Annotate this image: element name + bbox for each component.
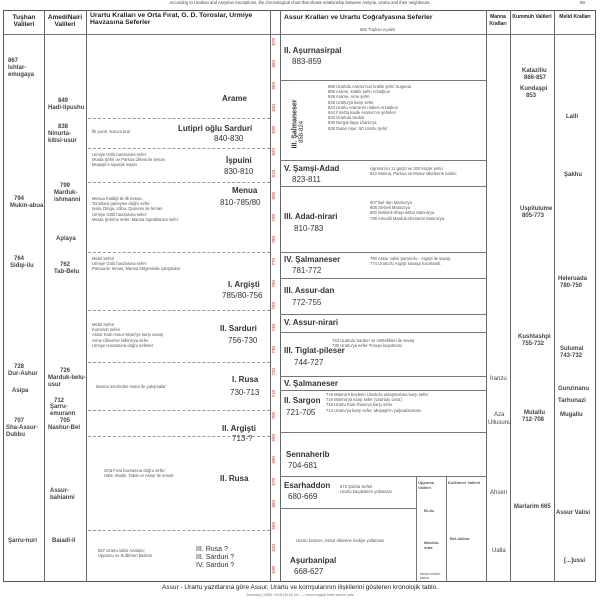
year-tick-label: 630 bbox=[271, 566, 276, 574]
year-tick-label: 640 bbox=[271, 544, 276, 552]
assur-king-name: IV. Şalmaneser bbox=[284, 255, 341, 264]
melid-name: Lalli bbox=[566, 114, 579, 120]
urartu-note: Menua Kralliği ile ilk temas, Toroslara güneyine doğru sefer: Isala, Diriga, Ulibu, Qumenu ile temas Urmiye Gölü havzasına sefer: Mesta Şehrine sefer, Manna topraklarına sefer bbox=[92, 196, 179, 222]
year-tick-label: 850 bbox=[271, 82, 276, 90]
manna-king: Ullusunu bbox=[488, 420, 512, 426]
amedi-name: Marduk-ishmanni bbox=[54, 190, 81, 203]
urartu-king-date: 830-810 bbox=[224, 167, 254, 176]
header-assur: Assur Kralları ve Urartu Coğrafyasına Seferler bbox=[284, 14, 433, 21]
urartu-note: Orta Fırat havzasına doğru sefer: Hate, Muşki, Tabal ve Assur ile temas bbox=[104, 468, 174, 479]
assur-king-date: 823-811 bbox=[292, 175, 321, 184]
melid-name: Şakhu bbox=[564, 172, 583, 178]
urartu-king-name: I. Argişti bbox=[228, 280, 260, 289]
urartu-king-name: II. Argişti bbox=[222, 424, 256, 433]
tushan-year: 867 bbox=[8, 58, 19, 64]
urartu-note: İlk yazılı, kurucu kral bbox=[92, 129, 130, 134]
assur-king-date: 772-755 bbox=[292, 298, 322, 307]
tushan-year: 764 bbox=[14, 256, 25, 262]
year-tick-label: 730 bbox=[271, 346, 276, 354]
row-separator bbox=[280, 432, 486, 433]
urartu-king-name: Menua bbox=[232, 186, 258, 195]
assur-king-name: Esarhaddon bbox=[284, 481, 331, 490]
assur-king-name: III. Şalmaneser bbox=[291, 99, 299, 149]
row-separator bbox=[280, 80, 486, 81]
amedi-name: Şarru-emurann bbox=[50, 404, 76, 417]
assur-note: 882 Tuşhan eyaleti bbox=[360, 27, 396, 32]
uppumu-header: Uppumu Valileri bbox=[418, 480, 435, 490]
row-separator bbox=[88, 252, 270, 253]
amedi-year: 712 bbox=[54, 398, 65, 404]
assur-king-name: Sennaherib bbox=[286, 450, 330, 459]
amedi-year: 705 bbox=[60, 418, 71, 424]
assur-note: 807 Bel-dan Manna'ya 806 Sil-beli Manna'ya 800 Nisibinli Shep-ishtar Manna'ya 799 Amedili Marduk-ishmanni Manna'ya bbox=[370, 200, 445, 221]
year-tick-label: 780 bbox=[271, 236, 276, 244]
assur-note: 673 Şubria Seferi Urartu kaçaklarını yollaması bbox=[340, 484, 392, 495]
amedi-name: Tab-Belu bbox=[54, 269, 80, 275]
tushan-name: Sha-Assur-Dubbu bbox=[6, 425, 39, 438]
urartu-king-date: 730-713 bbox=[230, 388, 260, 397]
col-divider bbox=[44, 10, 45, 582]
assur-king-date: 781-772 bbox=[292, 266, 322, 275]
kummuh-name: Marlarim 665 bbox=[514, 504, 551, 510]
urartu-king-name: Lutipri oğlu Sarduri bbox=[178, 124, 253, 133]
urartu-king-name: I. Rusa bbox=[232, 375, 259, 384]
uppumu-bottom: Assur-mukin-palua bbox=[420, 572, 442, 580]
amedi-year: 762 bbox=[60, 262, 71, 268]
year-tick-label: 690 bbox=[271, 434, 276, 442]
kulliimeri-item: Bel-iddina bbox=[450, 536, 470, 541]
year-tick-label: 860 bbox=[271, 60, 276, 68]
amedi-name: Marduk-belu-usur bbox=[48, 375, 86, 388]
urartu-king-date: 785/80-756 bbox=[222, 291, 263, 300]
year-tick-label: 830 bbox=[271, 126, 276, 134]
row-separator bbox=[280, 252, 486, 253]
year-tick-label: 700 bbox=[271, 412, 276, 420]
subcol-divider bbox=[446, 476, 447, 582]
assur-king-name: III. Tiglat-pileser bbox=[284, 346, 345, 355]
top-caption: According to Urartian and Assyrian inscriptions, the chronological chart that shows relationship between Assyria, Urartu and their neighbours. bbox=[169, 0, 431, 5]
row-separator bbox=[280, 314, 486, 315]
row-separator bbox=[88, 410, 270, 411]
year-tick-label: 760 bbox=[271, 280, 276, 288]
row-separator bbox=[88, 182, 270, 183]
manna-king: Ahseri bbox=[490, 490, 508, 496]
uppumu-item: Marduk-erba bbox=[424, 540, 440, 550]
tushan-year: 728 bbox=[14, 364, 25, 370]
row-separator bbox=[280, 160, 486, 161]
assur-king-name: II. Aşurnasirpal bbox=[284, 46, 342, 55]
urartu-king-date: 840-830 bbox=[214, 134, 244, 143]
assur-note: Ugnina'nın 11 güçlü ve 200 küçük şehri 810 Manna, Parsua ve Musur ülkelerine saldırı bbox=[370, 166, 457, 177]
row-separator bbox=[280, 332, 486, 333]
urartu-king-date: 756-730 bbox=[228, 336, 258, 345]
melid-name: Mugallu bbox=[560, 412, 583, 418]
assur-king-date: 858-824 bbox=[299, 120, 305, 143]
urartu-king-name: II. Sarduri bbox=[220, 324, 257, 333]
amedi-year: 726 bbox=[60, 368, 71, 374]
year-tick-label: 670 bbox=[271, 478, 276, 486]
year-tick-label: 770 bbox=[271, 258, 276, 266]
row-separator bbox=[88, 310, 270, 311]
header-urartu: Urartu Kralları ve Orta Fırat, G. D. Toroslar, Urmiye Havzasına Seferler bbox=[90, 12, 253, 26]
urartu-king-name: İşpuini bbox=[226, 156, 252, 165]
kulliimeri-header: Kulliimeri Valileri bbox=[448, 480, 481, 485]
kummuh-date: 755-732 bbox=[522, 341, 545, 347]
kummuh-date: 805-773 bbox=[522, 213, 545, 219]
row-separator bbox=[88, 530, 270, 531]
assur-king-name: V. Şamşi-Adad bbox=[284, 164, 340, 173]
row-separator bbox=[280, 278, 486, 279]
assur-note: 719 Manna'lı beylerin Urartu'la anlaşmasına karşı sefer 716 Manna'ya karşı sefer (Urartulu Ursa) 715 Urartu Kralı Rusa'ya karşı sefer 714 Urartu'ya karşı sefer, Muşaşir'in yağmalanması bbox=[326, 392, 429, 413]
row-separator bbox=[280, 390, 486, 391]
year-tick-label: 810 bbox=[271, 170, 276, 178]
row-separator bbox=[88, 362, 270, 363]
manna-king: Ualla bbox=[492, 548, 506, 554]
row-separator bbox=[280, 186, 486, 187]
amedi-year: 838 bbox=[58, 124, 69, 130]
amedi-name: Ninurta-kibsi-usur bbox=[48, 131, 77, 144]
kummuh-name: Kushtashpi bbox=[518, 334, 551, 340]
header-kummuh: Kummuh Valileri bbox=[512, 14, 552, 20]
tushan-name: Sidqi-ilu bbox=[10, 263, 34, 269]
kummuh-name: Kundaşpi bbox=[520, 86, 548, 92]
assur-king-name: III. Assur-dan bbox=[284, 286, 335, 295]
header-melid: Melid Kralları bbox=[559, 14, 591, 20]
year-tick-label: 660 bbox=[271, 500, 276, 508]
col-divider bbox=[270, 10, 271, 582]
assur-king-name: III. Adad-nirari bbox=[284, 212, 338, 221]
kummuh-date: 853 bbox=[526, 93, 537, 99]
amedi-name: Aplaya bbox=[56, 236, 76, 242]
tushan-name: Dur-Ashur bbox=[8, 371, 38, 377]
urartu-king-date: 810-785/80 bbox=[220, 198, 261, 207]
melid-date: 743-732 bbox=[560, 353, 583, 359]
tushan-name: Şarru-nuri bbox=[8, 538, 38, 544]
melid-name: Tarhunazi bbox=[558, 398, 586, 404]
year-tick-label: 870 bbox=[271, 38, 276, 46]
assur-king-name: Aşurbanipal bbox=[290, 556, 337, 565]
col-divider bbox=[280, 10, 281, 582]
bottom-caption: Assur - Urartu yazıtlarına göre Assur, Urartu ve komşularının ilişkilerini gösteren kronolojik tablo. bbox=[162, 584, 438, 591]
row-separator bbox=[88, 148, 270, 149]
header-amedi: AmediNairi Valileri bbox=[47, 14, 83, 28]
amedi-name: Nashur-Bel bbox=[48, 425, 81, 431]
melid-date: 780-750 bbox=[560, 283, 583, 289]
urartu-king-name: Arame bbox=[222, 94, 247, 103]
melid-name: Heleruada bbox=[558, 276, 588, 282]
urartu-note: Melid Seferi Urmiye Gölü havzasına sefer: Parsua ile temas, Manna bölgesinde çatışmalar bbox=[92, 256, 181, 272]
assur-king-date: 668-627 bbox=[294, 567, 324, 576]
amedi-name: Hadi-lipushu bbox=[48, 105, 85, 111]
col-divider bbox=[554, 10, 555, 582]
assur-king-date: 744-727 bbox=[294, 358, 324, 367]
page-number: 80 bbox=[580, 0, 586, 5]
tushan-name: Mukin-abua bbox=[10, 203, 44, 209]
amedi-name: Assur-bahianni bbox=[50, 488, 75, 501]
year-tick-label: 720 bbox=[271, 368, 276, 376]
year-tick-label: 740 bbox=[271, 324, 276, 332]
assur-king-date: 704-681 bbox=[288, 461, 318, 470]
urartu-king-date: 713-? bbox=[232, 434, 253, 443]
header-tushan: Tuşhan Valileri bbox=[12, 14, 36, 28]
year-tick-label: 820 bbox=[271, 148, 276, 156]
tushan-year: 794 bbox=[14, 196, 25, 202]
tushan-name: Ishtar-emugaya bbox=[8, 65, 35, 78]
melid-name: Assur Valisi bbox=[556, 510, 591, 516]
year-tick-label: 840 bbox=[271, 104, 276, 112]
year-tick-label: 750 bbox=[271, 302, 276, 310]
year-tick-label: 800 bbox=[271, 192, 276, 200]
amedi-name: Baiadi-il bbox=[52, 538, 76, 544]
assur-king-name: V. Assur-nirari bbox=[284, 318, 339, 327]
assur-note: 780 Assur valisi Şamsi-ilu - Argişti ile savaş. 774 Urartu'lu Argişti savaşa hazırlandı. bbox=[370, 256, 452, 267]
row-separator bbox=[280, 508, 416, 509]
subcol-frame bbox=[416, 476, 487, 582]
header-line bbox=[3, 34, 596, 35]
assur-note: 858 Urartulu Aramu'nun krallık şehri Sugunia 856 Arame, krallık şehri Arzaşkun 849 Arame, Arne şehri 848 Urartu'ya karşı sefer 844 Urartu Arame'nın kalesi Arzaşkun 844 Fırat'ta kaide Arame'nın şehirleri 832 Urartulu Seduri 830 Nergal-ilaya Urartu'ya 828 Dalan Aşur: 50 Urartu Şehri bbox=[328, 84, 411, 131]
urartu-note: Urmiye Gölü havzasına sefer: Musta Şehri ve Parsua Ülkesi ile temas Muşaşir'e tapınak inşası bbox=[92, 152, 165, 168]
manna-king: İranzu bbox=[490, 376, 507, 382]
assur-note: Urartu kralının, Assur ülkesine hediye yollaması bbox=[296, 538, 385, 543]
melid-name: [...]ussi bbox=[564, 558, 586, 564]
assur-king-name: II. Sargon bbox=[284, 396, 321, 405]
assur-king-date: 810-783 bbox=[294, 224, 324, 233]
urartu-late-kings: III. Rusa ? III. Sarduri ? IV. Sarduri ? bbox=[196, 546, 235, 569]
urartu-note: 657 Urartu valisi Andaria: Uppumu ve Kulliimeri baskını bbox=[98, 548, 153, 559]
assur-king-date: 721-705 bbox=[286, 408, 316, 417]
header-manna: Manna Kralları bbox=[489, 14, 507, 27]
col-divider bbox=[86, 10, 87, 582]
bottom-subcaption: Zimansky (1985) / Kroll (2012) etc. — chronological table source note bbox=[246, 593, 354, 597]
kummuh-name: Uspilulume bbox=[520, 206, 553, 212]
col-divider bbox=[510, 10, 511, 582]
urartu-note: Manna üzerinden Assur ile çatışmalar bbox=[96, 384, 166, 389]
melid-name: Gunzinanu bbox=[558, 386, 589, 392]
kummuh-name: Mutallu bbox=[524, 410, 545, 416]
urartu-king-name: II. Rusa bbox=[220, 474, 249, 483]
year-tick-label: 710 bbox=[271, 390, 276, 398]
manna-king: Aza bbox=[494, 412, 505, 418]
year-tick-label: 680 bbox=[271, 456, 276, 464]
melid-name: Sulumal bbox=[560, 346, 584, 352]
assur-king-name: V. Şalmaneser bbox=[284, 379, 338, 388]
assur-king-date: 883-859 bbox=[292, 57, 322, 66]
tushan-name: Asipa bbox=[12, 388, 29, 394]
amedi-year: 799 bbox=[60, 183, 71, 189]
kummuh-name: Kataziliu bbox=[522, 68, 547, 74]
amedi-year: 849 bbox=[58, 98, 69, 104]
uppumu-item: Bi-ilu bbox=[424, 508, 434, 513]
assur-king-date: 680-669 bbox=[288, 492, 318, 501]
kummuh-date: 866-857 bbox=[524, 75, 547, 81]
urartu-note: Melid Seferi Kummuh seferi Assur Kralı Assur-Nirari'ye karşı savaş Arme Ülkesi've Nihiria'ya sefer Urmiye Havzasına doğru seferler bbox=[92, 322, 164, 348]
tushan-year: 707 bbox=[14, 418, 25, 424]
year-tick-label: 650 bbox=[271, 522, 276, 530]
row-separator bbox=[88, 118, 270, 119]
row-separator bbox=[280, 376, 486, 377]
year-tick-label: 790 bbox=[271, 214, 276, 222]
kummuh-date: 712-708 bbox=[522, 417, 545, 423]
assur-note: 743 Urartulu Sarduri ve müttefikleri ile savaş 735 Urartu'ya sefer-Turuşa kuşatması bbox=[332, 338, 415, 349]
